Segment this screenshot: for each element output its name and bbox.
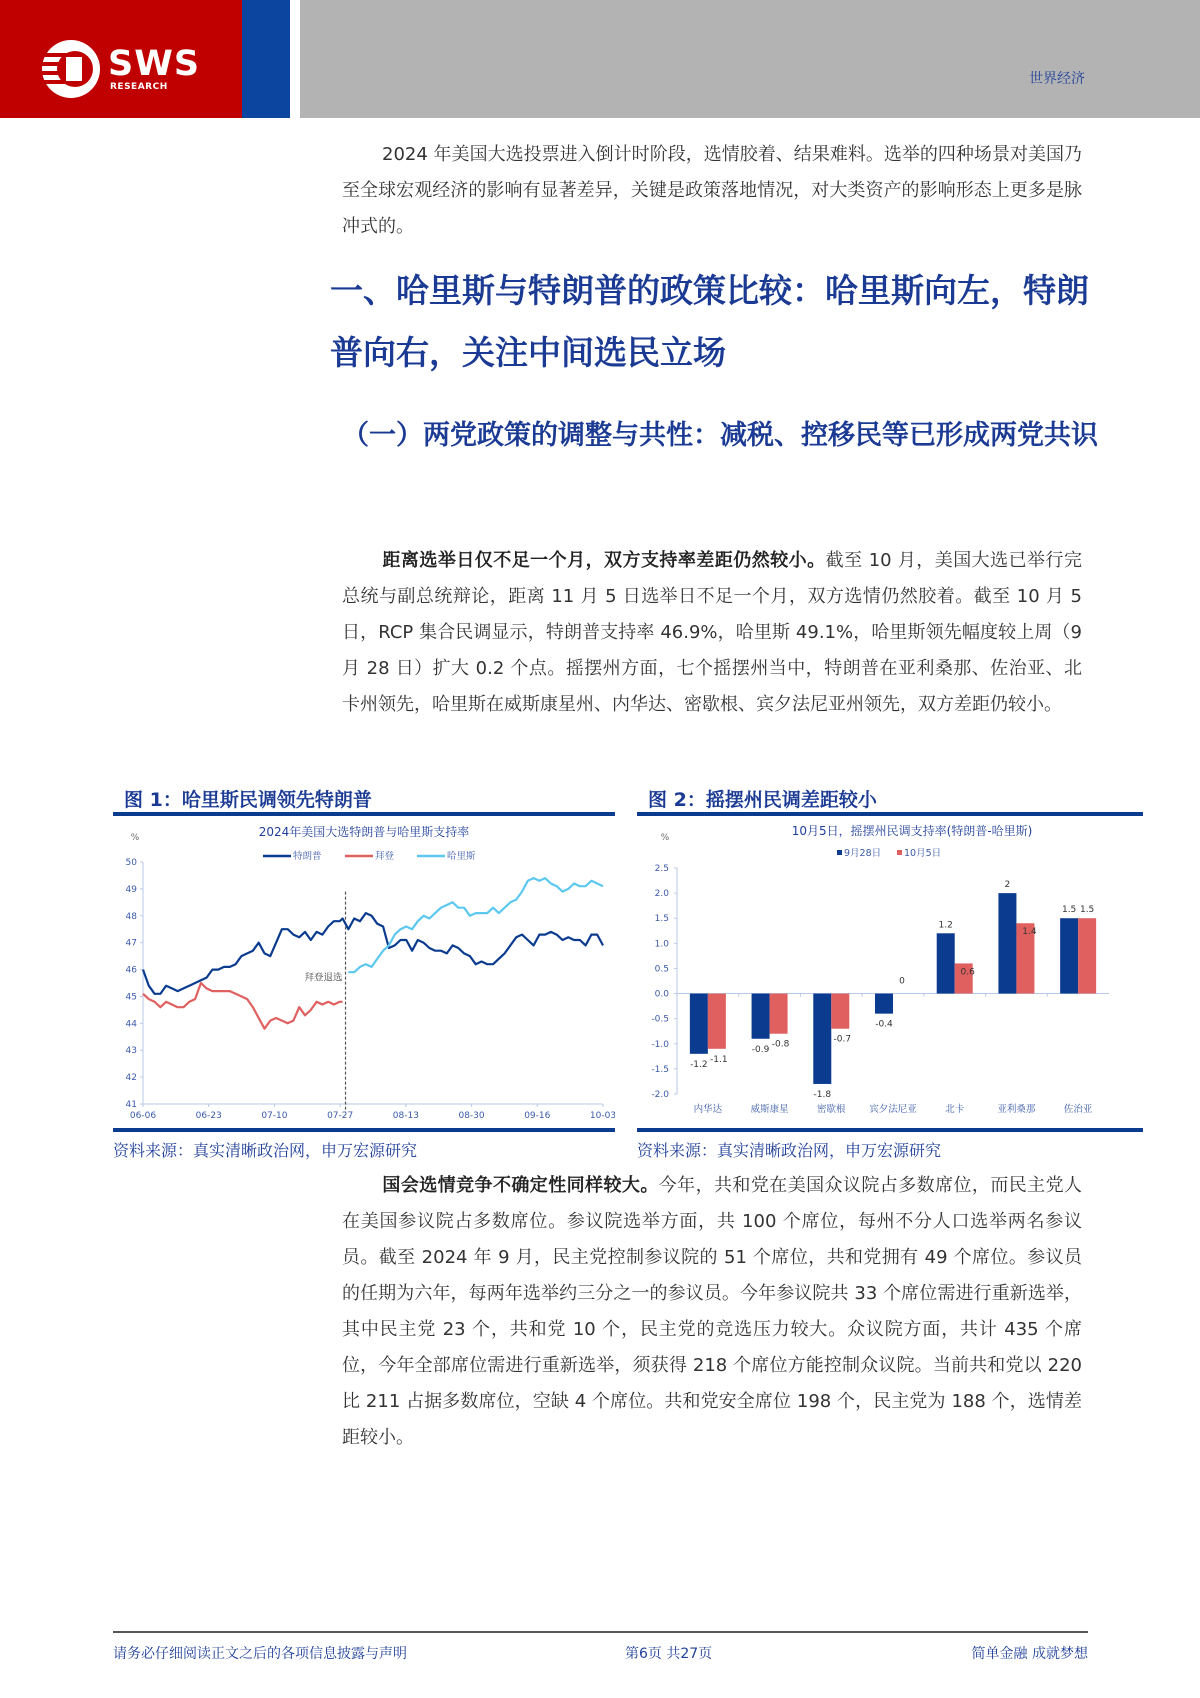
chart1-ytick: 41 bbox=[125, 1100, 137, 1110]
chart2-ytick: 1.0 bbox=[654, 939, 669, 950]
chart1-xtick: 10-03 bbox=[589, 1111, 615, 1121]
chart2-category-label: 内华达 bbox=[693, 1104, 723, 1115]
chart2-data-label: 0 bbox=[899, 976, 905, 987]
chart2-category-label: 亚利桑那 bbox=[997, 1104, 1036, 1115]
footer-divider bbox=[113, 1631, 1088, 1633]
figure1-source: 资料来源：真实清晰政治网，申万宏源研究 bbox=[113, 1141, 418, 1160]
chart1-legend-label: 哈里斯 bbox=[447, 851, 476, 862]
chart2-data-label: -0.9 bbox=[751, 1044, 770, 1055]
chart1-ytick: 46 bbox=[125, 965, 137, 976]
chart1-xtick: 07-10 bbox=[261, 1111, 288, 1121]
chart1-ytick: 45 bbox=[125, 992, 137, 1003]
figure2-source: 资料来源：真实清晰政治网，申万宏源研究 bbox=[637, 1141, 942, 1160]
figure2-title: 图 2：摇摆州民调差距较小 bbox=[648, 789, 877, 811]
chart2-title: 10月5日，摇摆州民调支持率(特朗普-哈里斯) bbox=[791, 824, 1033, 838]
chart2-ytick: -2.0 bbox=[651, 1090, 669, 1100]
polls-paragraph bbox=[342, 543, 1082, 723]
chart2-data-label: -1.1 bbox=[710, 1054, 728, 1065]
chart1-ytick: 42 bbox=[125, 1073, 137, 1084]
chart2-bar bbox=[875, 994, 893, 1014]
chart2-ytick: 0.0 bbox=[654, 989, 669, 1000]
intro-paragraph bbox=[342, 137, 1082, 245]
chart2-ytick: 0.5 bbox=[654, 964, 669, 975]
chart2-data-label: -1.8 bbox=[813, 1089, 832, 1100]
page-number: 第6页 共27页 bbox=[625, 1646, 713, 1662]
chart2-data-label: -1.2 bbox=[690, 1059, 708, 1070]
chart1-series-line bbox=[143, 913, 603, 994]
chart2-ytick: 2.5 bbox=[654, 864, 669, 874]
chart2-category-label: 北卡 bbox=[945, 1104, 965, 1115]
figure1-bottom-rule bbox=[113, 1128, 615, 1132]
chart1-xtick: 06-23 bbox=[195, 1111, 222, 1121]
chart2-bar bbox=[708, 994, 726, 1049]
chart2-data-label: 1.2 bbox=[938, 920, 953, 931]
congress-lead: 国会选情竞争不确定性同样较大。 bbox=[382, 1175, 659, 1196]
chart1-ytick: 44 bbox=[125, 1019, 137, 1030]
chart2-category-label: 佐治亚 bbox=[1063, 1104, 1093, 1115]
chart2-ytick: -1.0 bbox=[651, 1039, 669, 1050]
line-chart-support-rates bbox=[113, 818, 615, 1128]
chart2-legend-label: 9月28日 bbox=[844, 848, 882, 859]
chart1-ytick: 49 bbox=[125, 884, 137, 895]
chart1-xtick: 07-27 bbox=[327, 1111, 354, 1121]
chart2-category-label: 宾夕法尼亚 bbox=[869, 1104, 917, 1115]
chart1-xtick: 08-30 bbox=[458, 1111, 485, 1121]
chart2-ytick: 1.5 bbox=[654, 914, 669, 925]
chart2-category-label: 密歇根 bbox=[817, 1104, 846, 1115]
chart2-data-label: 0.6 bbox=[960, 967, 975, 978]
brand-subtitle: RESEARCH bbox=[110, 82, 168, 92]
chart1-ytick: 48 bbox=[125, 911, 137, 922]
chart1-legend-label: 拜登 bbox=[375, 851, 395, 862]
chart2-data-label: -0.4 bbox=[875, 1019, 893, 1030]
polls-lead: 距离选举日仅不足一个月，双方支持率差距仍然较小。 bbox=[382, 550, 826, 571]
chart2-data-label: 2 bbox=[1004, 880, 1011, 891]
brand-name: SWS bbox=[108, 44, 201, 84]
chart2-category-label: 威斯康星 bbox=[750, 1104, 789, 1115]
chart2-bar bbox=[831, 994, 849, 1029]
chart2-bar bbox=[752, 994, 770, 1039]
chart2-bar bbox=[770, 994, 788, 1034]
figure1-title: 图 1：哈里斯民调领先特朗普 bbox=[124, 789, 372, 811]
bar-chart-swing-states bbox=[637, 818, 1143, 1128]
header-gray-band bbox=[300, 0, 1200, 118]
chart1-xtick: 06-06 bbox=[129, 1111, 157, 1121]
chart1-legend-label: 特朗普 bbox=[293, 851, 322, 862]
chart1-ylabel: % bbox=[130, 833, 140, 843]
section-heading-2: （一）两党政策的调整与共性：减税、控移民等已形成两党共识 bbox=[342, 420, 1098, 451]
chart2-data-label: 1.5 bbox=[1079, 905, 1095, 916]
chart2-data-label: -0.7 bbox=[833, 1034, 852, 1045]
chart1-annotation: 拜登退选 bbox=[304, 972, 343, 984]
chart1-ytick: 47 bbox=[125, 938, 137, 949]
chart1-xtick: 09-16 bbox=[524, 1111, 551, 1121]
chart1-title: 2024年美国大选特朗普与哈里斯支持率 bbox=[258, 825, 470, 839]
congress-paragraph bbox=[342, 1168, 1082, 1456]
chart2-legend-label: 10月5日 bbox=[904, 848, 942, 859]
intro-text: 2024 年美国大选投票进入倒计时阶段，选情胶着、结果难料。选举的四种场景对美国乃至全球宏观经济的影响有显著差异，关键是政策落地情况，对大类资产的影响形态上更多是脉冲式的。 bbox=[342, 144, 1082, 237]
chart2-bar bbox=[690, 994, 708, 1054]
polls-text: 截至 10 月，美国大选已举行完总统与副总统辩论，距离 11 月 5 日选举日不足一个月，双方选情仍然胶着。截至 10 月 5 日，RCP 集合民调显示，特朗普支持率 46.9%，哈里斯 49.1%，哈里斯领先幅度较上周（9 月 28 日）扩大 0.2 个点。摇摆州方面，七个摇摆州当中，特朗普在亚利桑那、佐治亚、北卡州领先，哈里斯在威斯康星州、内华达、密歇根、宾夕法尼亚州领先，双方差距仍较小。 bbox=[342, 550, 1082, 715]
chart2-ytick: -0.5 bbox=[651, 1014, 669, 1025]
congress-text: 今年，共和党在美国众议院占多数席位，而民主党人在美国参议院占多数席位。参议院选举方面，共 100 个席位，每州不分人口选举两名参议员。截至 2024 年 9 月，民主党控制参议院的 51 个席位，共和党拥有 49 个席位。参议员的任期为六年，每两年选举约三分之一的参议员。今年参议院共 33 个席位需进行重新选举，其中民主党 23 个，共和党 10 个，民主党的竞选压力较大。众议院方面，共计 435 个席位，今年全部席位需进行重新选举，须获得 218 个席位方能控制众议院。当前共和党以 220 比 211 占据多数席位，空缺 4 个席位。共和党安全席位 198 个，民主党为 188 个，选情差距较小。 bbox=[342, 1175, 1083, 1448]
chart1-xtick: 08-13 bbox=[392, 1111, 419, 1121]
chart2-ytick: 2.0 bbox=[654, 889, 669, 900]
sws-globe-icon bbox=[40, 38, 102, 100]
footer-slogan: 简单金融 成就梦想 bbox=[971, 1646, 1088, 1662]
chart2-ytick: -1.5 bbox=[651, 1064, 669, 1075]
header-accent-band bbox=[242, 0, 290, 118]
chart2-data-label: 1.4 bbox=[1022, 927, 1037, 938]
chart2-data-label: -0.8 bbox=[771, 1039, 790, 1050]
bar-chart-svg bbox=[637, 818, 1143, 1128]
figure1-top-rule bbox=[113, 812, 615, 816]
chart1-ytick: 50 bbox=[125, 858, 137, 868]
section-tag: 世界经济 bbox=[1029, 71, 1085, 87]
chart2-bar bbox=[1078, 918, 1096, 993]
chart2-ylabel: % bbox=[660, 833, 670, 843]
chart1-series-line bbox=[348, 878, 603, 972]
chart1-ytick: 43 bbox=[125, 1046, 137, 1057]
figure2-bottom-rule bbox=[637, 1128, 1143, 1132]
section-heading-1: 一、哈里斯与特朗普的政策比较：哈里斯向左，特朗普向右，关注中间选民立场 bbox=[330, 271, 1089, 372]
chart2-bar bbox=[813, 994, 831, 1084]
chart2-bar bbox=[998, 893, 1016, 993]
footer-disclaimer: 请务必仔细阅读正文之后的各项信息披露与声明 bbox=[113, 1646, 407, 1662]
chart2-bar bbox=[937, 933, 955, 993]
chart2-data-label: 1.5 bbox=[1061, 905, 1077, 916]
line-chart-svg bbox=[113, 818, 615, 1128]
chart2-bar bbox=[1060, 918, 1078, 993]
figure2-top-rule bbox=[637, 812, 1143, 816]
sws-logo bbox=[40, 38, 210, 100]
